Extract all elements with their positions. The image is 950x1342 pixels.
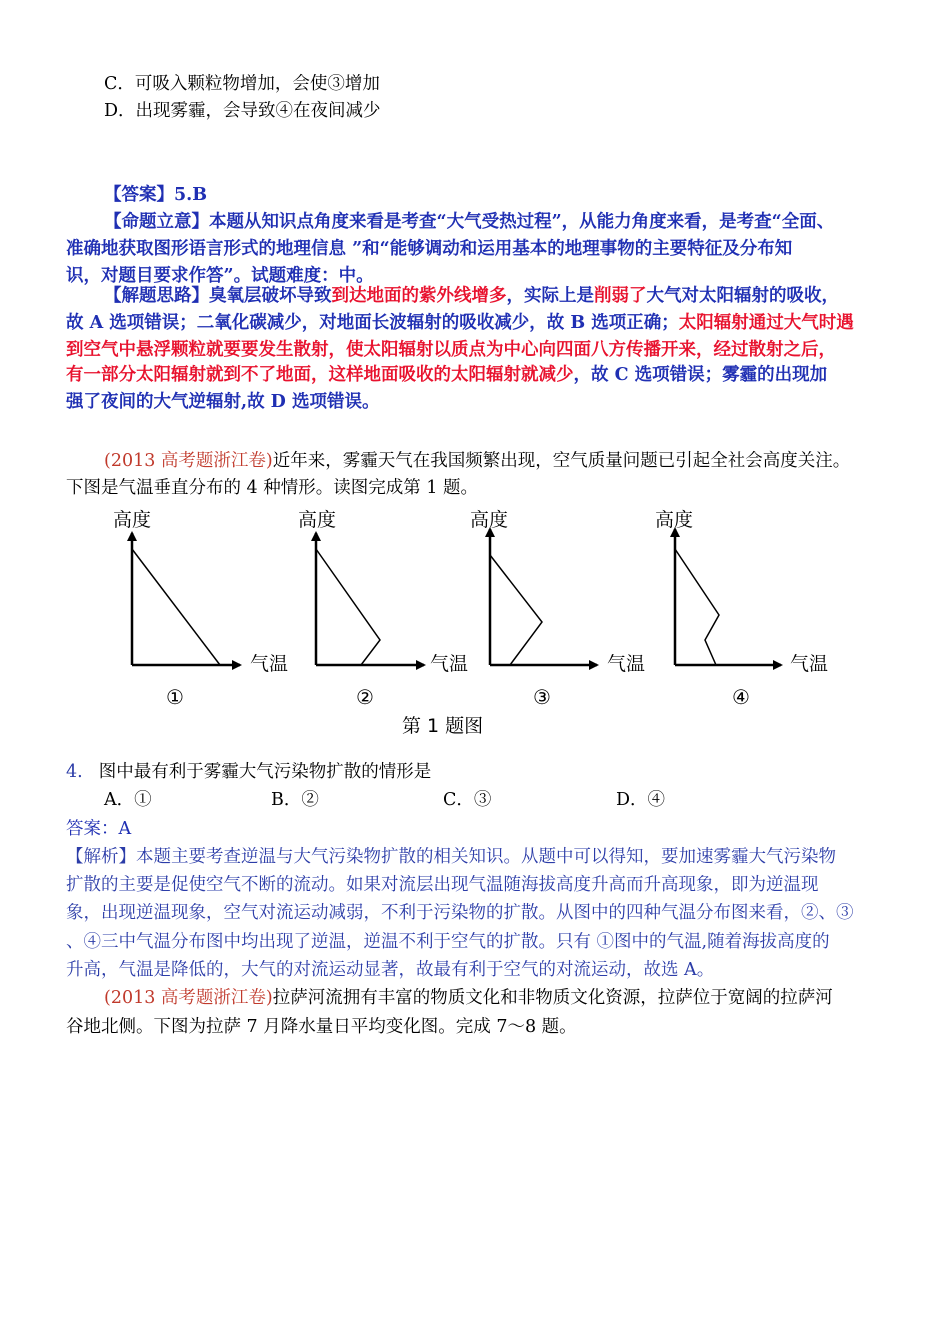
x-axis-label: 气温: [790, 653, 829, 675]
q4-option-a: A．①: [104, 790, 152, 810]
q4-stem: 图中最有利于雾霾大气污染物扩散的情形是: [98, 762, 432, 782]
q4-answer: 答案：A: [66, 819, 132, 839]
q1-text-1: 近年来，雾霾天气在我国频繁出现，空气质量问题已引起全社会高度关注。: [272, 451, 851, 471]
jieti-1f: 对太阳辐射的吸收: [681, 286, 822, 306]
jieti-1g: ，: [821, 286, 839, 306]
jieti-tag: 【解题思路】: [104, 286, 209, 306]
jieti-1d: 削弱了: [594, 286, 647, 306]
panel-1: [113, 509, 288, 709]
q7-line-2: 谷地北侧。下图为拉萨 7 月降水量日平均变化图。完成 7～8 题。: [66, 1017, 577, 1037]
jiexi-line-2: 扩散的主要是促使空气不断的流动。如果对流层出现气温随海拔高度升高而升高现象，即为逆温现: [66, 875, 819, 895]
q1-line-1: [104, 453, 850, 471]
mingti-text-1: 本题从知识点角度来看是考查“大气受热过程”，从能力角度来看，是考查“全面、: [209, 212, 835, 232]
panel-label: ③: [533, 685, 551, 709]
jieti-2a: 故 A 选项错误: [66, 313, 180, 333]
answer-value: 5.B: [174, 185, 208, 205]
q4-option-d: D．④: [616, 790, 666, 810]
jieti-1b: 到达地面的紫外线增多: [331, 286, 507, 306]
jiexi-line-5: 升高，气温是降低的，大气的对流运动显著，故最有利于空气的对流运动，故选 A。: [66, 960, 715, 980]
temperature-curve: [490, 555, 542, 665]
q1-source: (2013 高考题浙江卷): [104, 451, 273, 471]
option-d-prev: D．出现雾霾，会导致④在夜间减少: [104, 101, 381, 121]
jieti-2c: ；: [661, 313, 679, 333]
q4-option-c: C．③: [443, 790, 492, 810]
panel-3: [470, 509, 645, 709]
jiexi-line-1: [66, 849, 836, 867]
jieti-2d: 太阳辐射通过大气时遇: [678, 313, 854, 333]
q7-source: (2013 高考题浙江卷): [104, 988, 273, 1008]
q7-text-1: 拉萨河流拥有丰富的物质文化和非物质文化资源，拉萨位于宽阔的拉萨河: [272, 988, 833, 1008]
temperature-curve: [675, 549, 719, 665]
panel-label: ②: [356, 685, 374, 709]
x-axis-label: 气温: [250, 653, 289, 675]
jiexi-text-1: 本题主要考查逆温与大气污染物扩散的相关知识。从题中可以得知，要加速雾霾大气污染物: [136, 847, 836, 867]
y-axis-label: 高度: [113, 509, 152, 531]
jieti-line-1: [104, 288, 839, 306]
y-axis-label: 高度: [655, 509, 694, 531]
jieti-2b: ；二氧化碳减少，对地面长波辐射的吸收减少，故 B 选项正确: [179, 313, 662, 333]
q4-number: 4.: [66, 762, 83, 782]
x-axis-label: 气温: [607, 653, 646, 675]
jieti-3b: 就要要发生散射，使太阳辐射以质点为中心向四面八方传播开来，经过散射之后，: [206, 340, 836, 360]
jieti-4a: 有一部分太阳辐射就到不了地面，这样地面吸收的太阳辐射就减少: [66, 365, 574, 385]
x-axis-label: 气温: [430, 653, 469, 675]
answer-5: [104, 187, 207, 205]
mingti-line-1: [104, 214, 834, 232]
temperature-curve: [316, 549, 380, 665]
mingti-tag: 【命题立意】: [104, 212, 209, 232]
jieti-line-2: [66, 315, 854, 333]
jiexi-line-3: 象，出现逆温现象，空气对流运动减弱，不利于污染物的扩散。从图中的四种气温分布图来看，②、③: [66, 903, 854, 923]
q4-stem-line: [66, 764, 431, 782]
panel-4: [655, 509, 828, 709]
q4-option-b: B．②: [271, 790, 319, 810]
jieti-3a: 到空气中悬浮颗粒: [66, 340, 206, 360]
y-axis-label: 高度: [470, 509, 509, 531]
option-c-prev: C．可吸入颗粒物增加，会使③增加: [104, 74, 380, 94]
mingti-line-3: 识，对题目要求作答”。试题难度：中。: [66, 266, 374, 286]
panel-2: [298, 509, 468, 709]
jiexi-tag: 【解析】: [66, 847, 136, 867]
jieti-1c: ，实际上是: [506, 286, 594, 306]
jieti-line-5: 强了夜间的大气逆辐射,故 D 选项错误。: [66, 392, 380, 412]
jieti-1e: 大气: [646, 286, 682, 306]
temperature-profile-figure: [0, 500, 950, 745]
y-axis-label: 高度: [298, 509, 337, 531]
panel-label: ①: [166, 685, 184, 709]
q1-line-2: 下图是气温垂直分布的 4 种情形。读图完成第 1 题。: [66, 478, 479, 498]
jieti-4b: ，故 C 选项错误；雾霾的出现加: [573, 365, 828, 385]
jieti-line-3: [66, 342, 836, 360]
jiexi-line-4: 、④三中气温分布图中均出现了逆温，逆温不利于空气的扩散。只有 ①图中的气温,随着海拔高度的: [66, 932, 830, 952]
temperature-curve: [132, 549, 220, 665]
jieti-line-4: [66, 367, 827, 385]
answer-tag: 【答案】: [104, 185, 174, 205]
q7-line-1: [104, 990, 833, 1008]
mingti-line-2: 准确地获取图形语言形式的地理信息 ”和“能够调动和运用基本的地理事物的主要特征及分布知: [66, 239, 793, 259]
figure-caption: 第 1 题图: [402, 715, 484, 737]
panel-label: ④: [732, 685, 750, 709]
jieti-1a: 臭氧层破坏导致: [209, 286, 332, 306]
